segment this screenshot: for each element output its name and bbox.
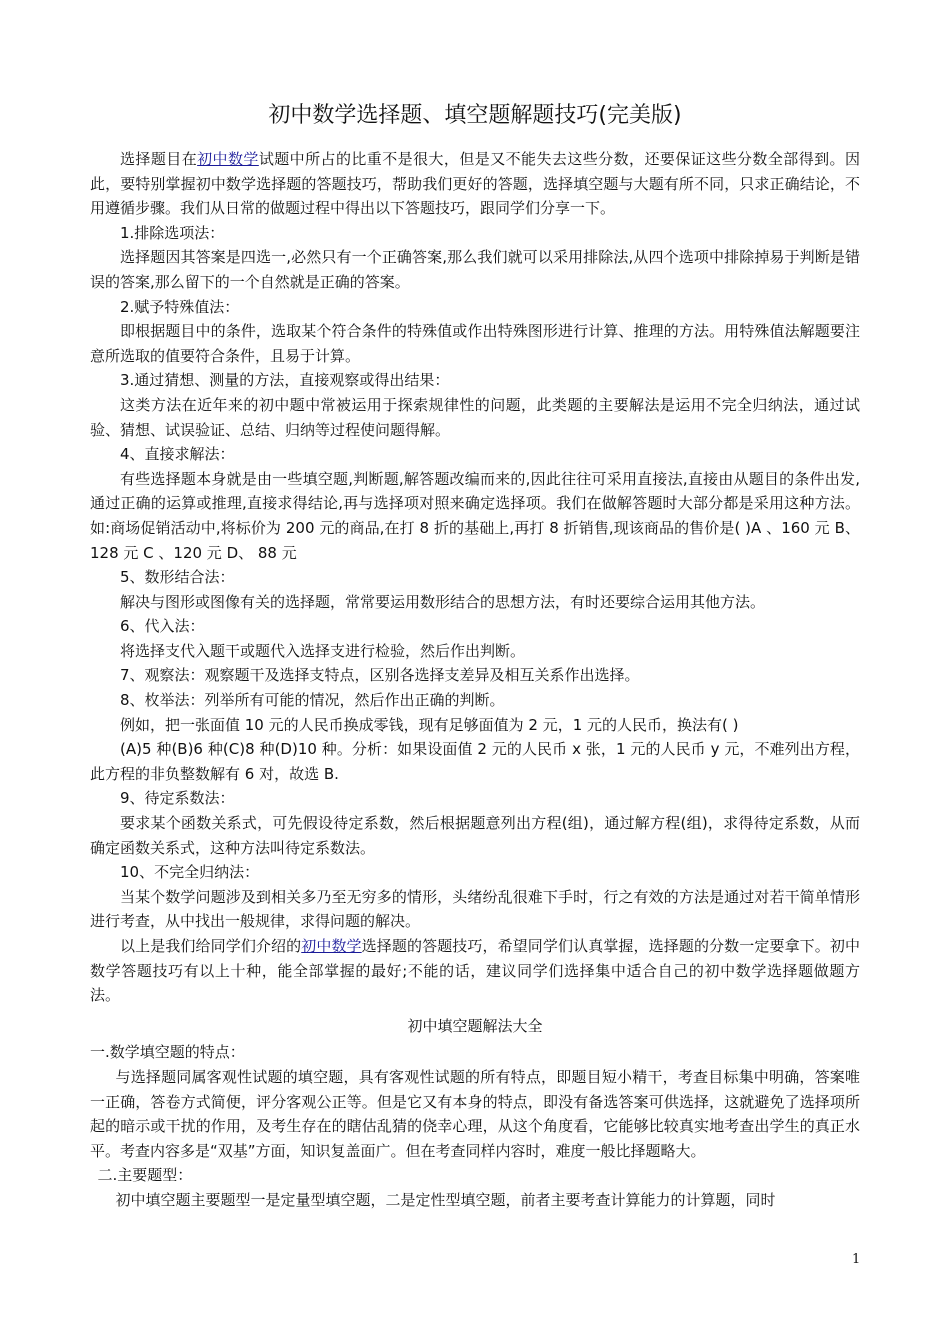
- section-paragraph-9: 要求某个函数关系式，可先假设待定系数，然后根据题意列出方程(组)，通过解方程(组)，求得待定系数，从而确定函数关系式，这种方法叫待定系数法。: [90, 814, 860, 857]
- fill-section-paragraph-2: 初中填空题主要题型一是定量型填空题，二是定性型填空题，前者主要考查计算能力的计算题，同时: [115, 1190, 776, 1209]
- section-heading-5: 5、数形结合法：: [120, 568, 235, 587]
- section-heading-9: 9、待定系数法：: [120, 789, 235, 808]
- section-heading-10: 10、不完全归纳法：: [120, 863, 260, 882]
- section-paragraph-6: 将选择支代入题干或题代入选择支进行检验，然后作出判断。: [120, 641, 526, 660]
- intro-text-after: 试题中所占的比重不是很大，但是又不能失去这些分数，还要保证这些分数全部得到。因此，要特别掌握初中数学选择题的答题技巧，帮助我们更好的答题，选择填空题与大题有所不同，只求正确结论，不用遵循步骤。我们从日常的做题过程中得出以下答题技巧，跟同学们分享一下。: [90, 150, 860, 218]
- intro-paragraph: [90, 147, 860, 221]
- page-number: 1: [852, 1252, 861, 1267]
- document-title: 初中数学选择题、填空题解题技巧(完美版): [268, 103, 682, 128]
- section-paragraph-8b: (A)5 种(B)6 种(C)8 种(D)10 种。分析：如果设面值 2 元的人民币 x 张，1 元的人民币 y 元，不难列出方程，此方程的非负整数解有 6 对，故选 B.: [90, 740, 860, 783]
- section-heading-4: 4、直接求解法：: [120, 445, 235, 464]
- section-paragraph-8a: 例如，把一张面值 10 元的人民币换成零钱，现有足够面值为 2 元，1 元的人民币，换法有( ): [120, 715, 739, 734]
- section-heading-8: 8、枚举法：列举所有可能的情况，然后作出正确的判断。: [120, 691, 505, 710]
- section-heading-1: 1.排除选项法：: [120, 223, 225, 242]
- fill-section-heading-1: 一.数学填空题的特点：: [90, 1043, 245, 1062]
- document-body: [90, 147, 860, 1213]
- section-paragraph-10: 当某个数学问题涉及到相关多乃至无穷多的情形，头绪纷乱很难下手时，行之有效的方法是通过对若干简单情形进行考查，从中找出一般规律，求得问题的解决。: [90, 887, 860, 931]
- intro-text-before: 选择题目在: [120, 150, 198, 168]
- section-paragraph-4: 有些选择题本身就是由一些填空题,判断题,解答题改编而来的,因此往往可采用直接法,直接由从题目的条件出发,通过正确的运算或推理,直接求得结论,再与选择项对照来确定选择项。我们在做解答题时大部分都是采用这种方法。如:商场促销活动中,将标价为 200 元的商品,在打 8 折的基础上,再打 8 折销售,现该商品的售价是( )A 、160 元 B、128 元 C 、120 元 D、 88 元: [90, 469, 860, 562]
- intro-link[interactable]: 初中数学: [197, 150, 259, 168]
- fill-section-heading-2: 二.主要题型：: [97, 1166, 193, 1185]
- outro-link[interactable]: 初中数学: [301, 937, 362, 955]
- section-heading-2: 2.赋予特殊值法：: [120, 297, 240, 316]
- outro-paragraph: [90, 934, 860, 1008]
- section-heading-7: 7、观察法：观察题干及选择支特点，区别各选择支差异及相互关系作出选择。: [120, 666, 640, 685]
- outro-text-after: 选择题的答题技巧，希望同学们认真掌握，选择题的分数一定要拿下。初中数学答题技巧有以上十种，能全部掌握的最好;不能的话，建议同学们选择集中适合自己的初中数学选择题做题方法。: [90, 937, 860, 1005]
- section-heading-6: 6、代入法：: [120, 617, 205, 636]
- section-paragraph-5: 解决与图形或图像有关的选择题，常常要运用数形结合的思想方法，有时还要综合运用其他方法。: [120, 592, 766, 611]
- fill-section-paragraph-1: 与选择题同属客观性试题的填空题，具有客观性试题的所有特点，即题目短小精干，考查目标集中明确，答案唯一正确，答卷方式简便，评分客观公正等。但是它又有本身的特点，即没有备选答案可供选择，这就避免了选择项所起的暗示或干扰的作用，及考生存在的瞎估乱猜的侥幸心理，从这个角度看，它能够比较真实地考查出学生的真正水平。考查内容多是“双基”方面，知识复盖面广。但在考查同样内容时，难度一般比择题略大。: [90, 1067, 860, 1160]
- section-paragraph-2: 即根据题目中的条件，选取某个符合条件的特殊值或作出特殊图形进行计算、推理的方法。用特殊值法解题要注意所选取的值要符合条件，且易于计算。: [90, 322, 860, 365]
- outro-text-before: 以上是我们给同学们介绍的: [120, 937, 302, 955]
- section-heading-3: 3.通过猜想、测量的方法，直接观察或得出结果：: [120, 371, 450, 390]
- section-paragraph-1: 选择题因其答案是四选一,必然只有一个正确答案,那么我们就可以采用排除法,从四个选项中排除掉易于判断是错误的答案,那么留下的一个自然就是正确的答案。: [90, 248, 860, 291]
- subtitle: 初中填空题解法大全: [407, 1016, 543, 1035]
- section-paragraph-3: 这类方法在近年来的初中题中常被运用于探索规律性的问题，此类题的主要解法是运用不完全归纳法，通过试验、猜想、试误验证、总结、归纳等过程使问题得解。: [90, 395, 860, 439]
